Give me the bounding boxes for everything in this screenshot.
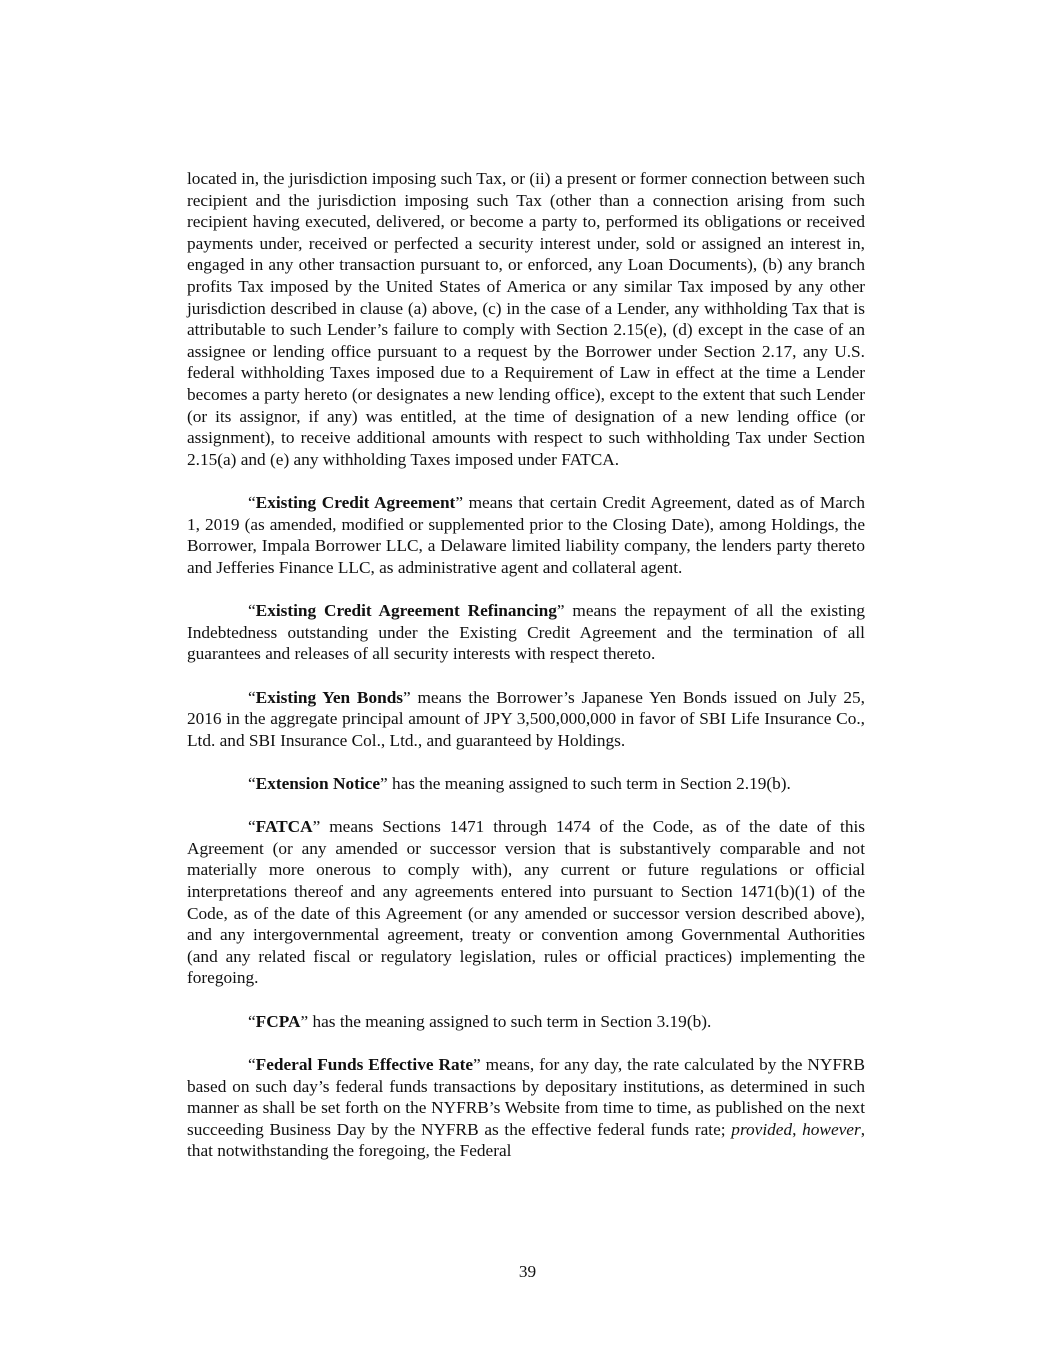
- open-quote: “: [248, 601, 256, 621]
- defined-term: Existing Yen Bonds: [255, 687, 404, 707]
- close-quote: ”: [312, 817, 321, 837]
- close-quote: ”: [455, 493, 463, 512]
- italic-provided: provided: [731, 1119, 793, 1139]
- page-number: 39: [518, 1262, 537, 1281]
- definition-fcpa: [187, 1011, 865, 1033]
- definition-text: means the repayment of all the existing Indebtedness outstanding under the Existing Credit Agreement and the termination of all guarantees and releases of all security interests with respect thereto.: [187, 601, 866, 664]
- open-quote: “: [248, 774, 256, 793]
- definition-text: has the meaning assigned to such term in Section 3.19(b).: [308, 1011, 712, 1031]
- defined-term: Extension Notice: [255, 774, 380, 793]
- defined-term: FATCA: [255, 817, 313, 837]
- open-quote: “: [248, 493, 256, 512]
- open-quote: “: [248, 687, 256, 707]
- definition-text: means, for any day, the rate calculated by the NYFRB based on such day’s federal funds transactions by depositary institutions, as determined in such manner as shall be set forth on the NYFRB’s Website from time to time, as published on the next succeeding Business Day by the NYFRB as the effective federal funds rate;: [187, 1055, 865, 1139]
- defined-term: Existing Credit Agreement Refinancing: [255, 601, 557, 621]
- close-quote: ”: [556, 601, 565, 621]
- defined-term: Federal Funds Effective Rate: [255, 1055, 474, 1074]
- definition-existing-yen-bonds: [187, 687, 865, 752]
- definition-text: means Sections 1471 through 1474 of the Code, as of the date of this Agreement (or any amended or successor version that is substantively comparable and not materially more onerous to comply with), any current or future regulations or official interpretations thereof and any agreements entered into pursuant to Section 1471(b)(1) of the Code, as of the date of this Agreement (or any amended or successor version described above), and any intergovernmental agreement, treaty or convention among Governmental Authorities (and any related fiscal or regulatory legislation, rules or official practices) implementing the foregoing.: [187, 817, 865, 988]
- italic-however: however: [802, 1119, 861, 1139]
- definition-existing-credit-agreement-refinancing: [187, 600, 865, 665]
- close-quote: ”: [300, 1011, 309, 1031]
- definition-fatca: [187, 816, 865, 989]
- separator: ,: [792, 1119, 803, 1139]
- definition-text: has the meaning assigned to such term in Section 2.19(b).: [387, 774, 791, 793]
- definition-text: means the Borrower’s Japanese Yen Bonds issued on July 25, 2016 in the aggregate principal amount of JPY 3,500,000,000 in favor of SBI Life Insurance Co., Ltd. and SBI Insurance Col., Ltd., and guaranteed by Holdings.: [187, 687, 865, 750]
- close-quote: ”: [380, 774, 388, 793]
- defined-term: FCPA: [255, 1011, 301, 1031]
- defined-term: Existing Credit Agreement: [255, 493, 456, 512]
- definition-tail: , that notwithstanding the foregoing, the Federal: [187, 1119, 866, 1161]
- close-quote: ”: [403, 687, 411, 707]
- definition-extension-notice: [187, 773, 865, 795]
- definition-text: means that certain Credit Agreement, dated as of March 1, 2019 (as amended, modified or supplemented prior to the Closing Date), among Holdings, the Borrower, Impala Borrower LLC, a Delaware limited liability company, the lenders party thereto and Jefferies Finance LLC, as administrative agent and collateral agent.: [187, 493, 865, 577]
- definition-federal-funds-effective-rate: [187, 1054, 865, 1162]
- open-quote: “: [248, 817, 256, 837]
- close-quote: ”: [473, 1055, 481, 1074]
- definition-existing-credit-agreement: [187, 492, 865, 578]
- open-quote: “: [248, 1055, 256, 1074]
- paragraph-continuation: located in, the jurisdiction imposing such Tax, or (ii) a present or former connection between such recipient and the jurisdiction imposing such Tax (other than a connection arising from such recipient having executed, delivered, or become a party to, performed its obligations or received payments under, received or perfected a security interest under, sold or assigned an interest in, engaged in any other transaction pursuant to, or enforced, any Loan Documents), (b) any branch profits Tax imposed by the United States of America or any similar Tax imposed by any other jurisdiction described in clause (a) above, (c) in the case of a Lender, any withholding Tax that is attributable to such Lender’s failure to comply with Section 2.15(e), (d) except in the case of an assignee or lending office pursuant to a request by the Borrower under Section 2.17, any U.S. federal withholding Taxes imposed due to a Requirement of Law in effect at the time a Lender becomes a party hereto (or designates a new lending office), except to the extent that such Lender (or its assignor, if any) was entitled, at the time of designation of a new lending office (or assignment), to receive additional amounts with respect to such withholding Tax under Section 2.15(a) and (e) any withholding Taxes imposed under FATCA.: [187, 169, 865, 469]
- open-quote: “: [248, 1011, 256, 1031]
- document-body: [187, 168, 865, 1184]
